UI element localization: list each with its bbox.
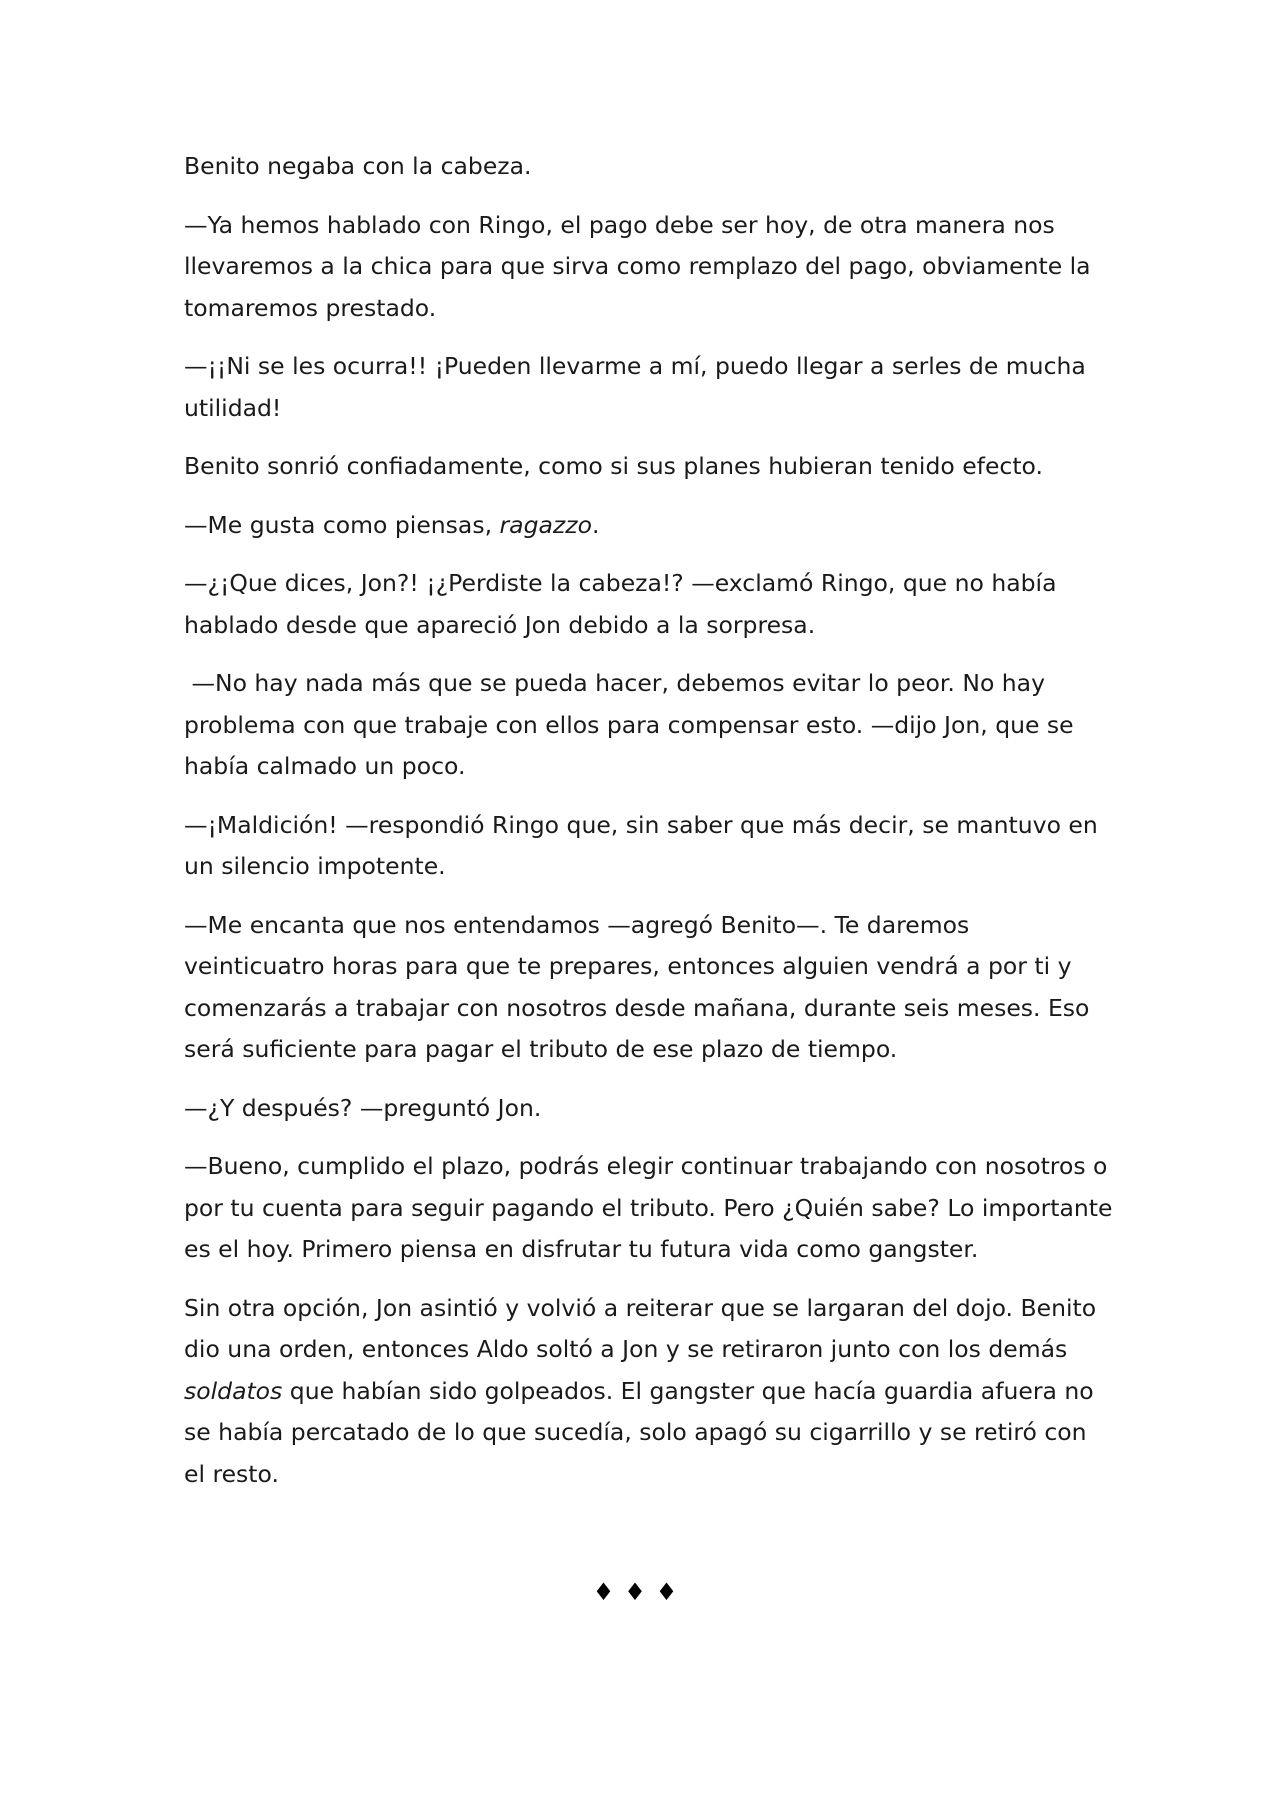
paragraph: —¡¡Ni se les ocurra!! ¡Pueden llevarme a mí, puedo llegar a serles de mucha utilidad! (184, 352, 1086, 422)
paragraph (184, 1288, 1114, 1496)
paragraph: —¿Y después? —preguntó Jon. (184, 1093, 542, 1122)
scene-break-separator: ♦♦♦ (592, 1578, 688, 1606)
text-run: —Me gusta como piensas, (184, 510, 500, 539)
paragraph: Benito sonrió confiadamente, como si sus planes hubieran tenido efecto. (184, 452, 1043, 480)
document-body (184, 146, 1114, 1512)
paragraph: —Bueno, cumplido el plazo, podrás elegir continuar trabajando con nosotros o por tu cuenta para seguir pagando el tributo. Pero ¿Quién sabe? Lo importante es el hoy. Primero piensa en disfrutar tu futura vida como gangster. (184, 1152, 1113, 1263)
text-run: que habían sido golpeados. El gangster que hacía guardia afuera no se había percatado de lo que sucedía, solo apagó su cigarrillo y se retiró con el resto. (184, 1376, 1094, 1488)
text-run: Sin otra opción, Jon asintió y volvió a reiterar que se largaran del dojo. Benito dio una orden, entonces Aldo soltó a Jon y se retiraron junto con los demás (184, 1293, 1097, 1363)
paragraph: Benito negaba con la cabeza. (184, 152, 532, 180)
paragraph: —Ya hemos hablado con Ringo, el pago debe ser hoy, de otra manera nos llevaremos a la chica para que sirva como remplazo del pago, obviamente la tomaremos prestado. (184, 210, 1091, 322)
text-run: . (591, 510, 600, 539)
italic-word: soldatos (184, 1376, 283, 1405)
paragraph: —¡Maldición! —respondió Ringo que, sin saber que más decir, se mantuvo en un silencio impotente. (184, 810, 1098, 880)
paragraph: —¿¡Que dices, Jon?! ¡¿Perdiste la cabeza!? —exclamó Ringo, que no había hablado desde que apareció Jon debido a la sorpresa. (184, 569, 1057, 639)
italic-word: ragazzo (499, 510, 592, 539)
paragraph: —Me encanta que nos entendamos —agregó Benito—. Te daremos veinticuatro horas para que te prepares, entonces alguien vendrá a por ti y comenzarás a trabajar con nosotros desde mañana, durante seis meses. Eso será suficiente para pagar el tributo de ese plazo de tiempo. (184, 910, 1090, 1063)
paragraph: —No hay nada más que se pueda hacer, debemos evitar lo peor. No hay problema con que trabaje con ellos para compensar esto. —dijo Jon, que se había calmado un poco. (184, 669, 1082, 780)
paragraph (184, 505, 1114, 547)
